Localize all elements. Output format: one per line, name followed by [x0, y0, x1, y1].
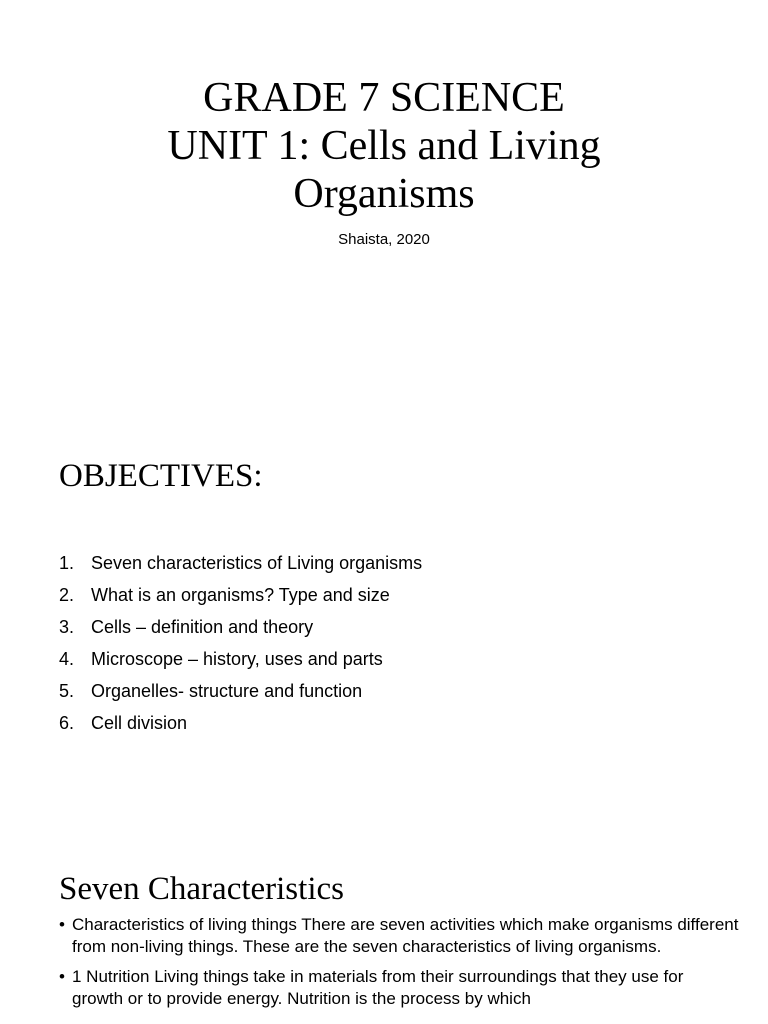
list-item-number: 2.	[59, 585, 75, 605]
list-item-text: What is an organisms? Type and size	[91, 585, 390, 605]
list-item	[59, 579, 422, 611]
list-item-number: 1.	[59, 553, 75, 573]
list-item-text: Cells – definition and theory	[91, 617, 314, 637]
list-item-text: Microscope – history, uses and parts	[91, 649, 383, 669]
objectives-list	[59, 547, 422, 739]
bullet-icon: •	[59, 967, 65, 986]
list-item-text: Cell division	[91, 713, 188, 733]
bullet-text: 1 Nutrition Living things take in materials from their surroundings that they use for growth or to provide energy. Nutrition is the process by which	[72, 967, 684, 1008]
bullet-text: Characteristics of living things There are seven activities which make organisms different from non-living things. These are the seven characteristics of living organisms.	[72, 915, 739, 956]
list-item	[59, 643, 422, 675]
list-item	[59, 547, 422, 579]
objectives-slide	[0, 288, 768, 864]
list-item	[59, 707, 422, 739]
title-line: UNIT 1: Cells and Living	[167, 123, 601, 169]
title-line: GRADE 7 SCIENCE	[203, 75, 565, 121]
slide-title	[0, 74, 768, 218]
list-item	[59, 675, 422, 707]
list-item-number: 5.	[59, 681, 75, 701]
list-item-text: Organelles- structure and function	[91, 681, 363, 701]
bullet-item	[59, 966, 739, 1010]
characteristics-bullets	[59, 914, 739, 1018]
title-slide	[0, 0, 768, 288]
list-item-number: 6.	[59, 713, 75, 733]
list-item-number: 3.	[59, 617, 75, 637]
characteristics-heading: Seven Characteristics	[59, 871, 344, 907]
objectives-heading: OBJECTIVES:	[59, 458, 263, 494]
list-item-text: Seven characteristics of Living organisms	[91, 553, 423, 573]
list-item	[59, 611, 422, 643]
slide-subtitle: Shaista, 2020	[338, 231, 430, 248]
bullet-item	[59, 914, 739, 958]
list-item-number: 4.	[59, 649, 75, 669]
bullet-icon: •	[59, 915, 65, 934]
title-line: Organisms	[293, 171, 475, 217]
characteristics-slide	[0, 864, 768, 1024]
